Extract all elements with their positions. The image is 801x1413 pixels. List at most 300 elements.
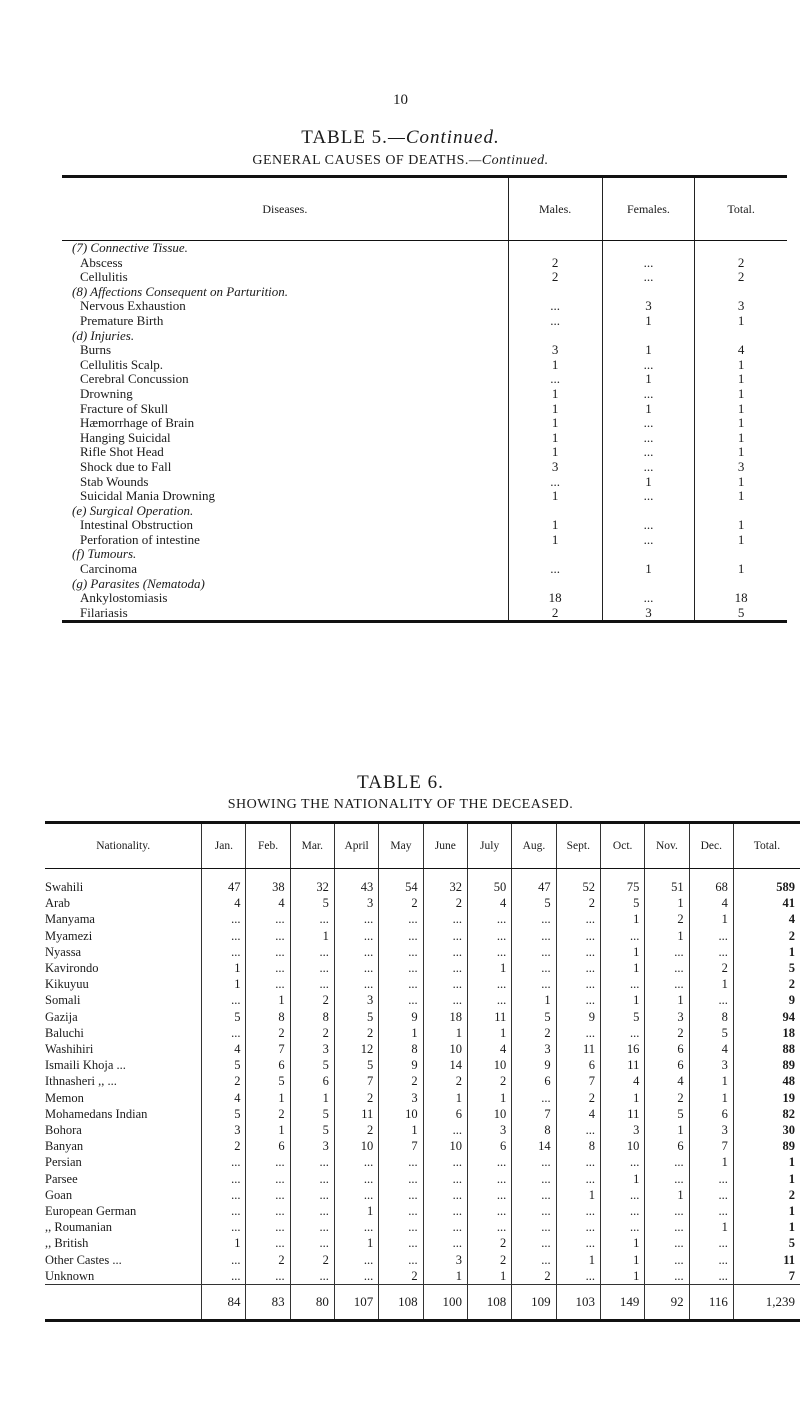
cell-month: 18 bbox=[423, 1009, 467, 1025]
cell-month: 2 bbox=[246, 1106, 290, 1122]
cell-males: ... bbox=[508, 562, 602, 577]
cell-total: 1 bbox=[695, 358, 787, 373]
cell-total: 1 bbox=[695, 518, 787, 533]
table-row bbox=[45, 1171, 800, 1187]
section-row bbox=[62, 329, 787, 344]
cell-month: 1 bbox=[645, 928, 689, 944]
table6-header-row bbox=[45, 823, 800, 869]
cell-month: ... bbox=[379, 976, 423, 992]
table5-title-main: TABLE 5. bbox=[301, 127, 388, 148]
header-col-10: Oct. bbox=[600, 823, 644, 869]
cell-females: 1 bbox=[602, 402, 695, 417]
cell-month: ... bbox=[246, 1171, 290, 1187]
cell-month: 3 bbox=[600, 1122, 644, 1138]
header-col-9: Sept. bbox=[556, 823, 600, 869]
cell-month: 7 bbox=[379, 1138, 423, 1154]
cell-month: ... bbox=[512, 944, 556, 960]
cell-month: ... bbox=[645, 944, 689, 960]
cell-total: 1 bbox=[695, 372, 787, 387]
cell-month: ... bbox=[334, 911, 378, 927]
cell-month: 11 bbox=[600, 1106, 644, 1122]
cell-column-total: 149 bbox=[600, 1285, 644, 1321]
cell-month: ... bbox=[467, 1154, 511, 1170]
cell-females: ... bbox=[602, 431, 695, 446]
cell-month: ... bbox=[290, 960, 334, 976]
cell-total bbox=[695, 329, 787, 344]
cell-month: 5 bbox=[689, 1025, 733, 1041]
section-label: (8) Affections Consequent on Parturition. bbox=[72, 283, 289, 299]
nationality-label: Arab bbox=[45, 896, 70, 911]
cell-month: 4 bbox=[689, 895, 733, 911]
cell-month: 2 bbox=[423, 1073, 467, 1089]
table-row bbox=[62, 343, 787, 358]
cell-males: 2 bbox=[508, 256, 602, 271]
cell-males: 1 bbox=[508, 387, 602, 402]
cell-month: ... bbox=[556, 1268, 600, 1285]
cell-month: ... bbox=[556, 976, 600, 992]
cell-total: 18 bbox=[695, 591, 787, 606]
cell-month: 2 bbox=[334, 1122, 378, 1138]
table-row bbox=[62, 445, 787, 460]
table-row bbox=[45, 944, 800, 960]
cell-month: ... bbox=[423, 928, 467, 944]
cell-month: 2 bbox=[290, 1025, 334, 1041]
cell-month: 3 bbox=[334, 895, 378, 911]
cell-males: 3 bbox=[508, 460, 602, 475]
nationality-label: Banyan bbox=[45, 1139, 84, 1154]
nationality-label: European German bbox=[45, 1204, 137, 1219]
nationality-label: Ithnasheri ,, ... bbox=[45, 1074, 117, 1089]
cell-females bbox=[602, 504, 695, 519]
cell-total: 89 bbox=[733, 1057, 800, 1073]
cell-month: 1 bbox=[202, 976, 246, 992]
cell-month: ... bbox=[423, 1219, 467, 1235]
cell-month: 2 bbox=[467, 1252, 511, 1268]
cell-month: ... bbox=[645, 1235, 689, 1251]
nationality-label: ,, Roumanian bbox=[45, 1220, 113, 1235]
cell-month: 2 bbox=[334, 1025, 378, 1041]
cell-total: 2 bbox=[695, 256, 787, 271]
cell-total bbox=[695, 241, 787, 256]
cell-month: ... bbox=[512, 1203, 556, 1219]
cell-month: ... bbox=[467, 944, 511, 960]
cell-month: 1 bbox=[600, 992, 644, 1008]
table-row bbox=[45, 1268, 800, 1285]
cell-month: 52 bbox=[556, 879, 600, 895]
cell-column-total: 84 bbox=[202, 1285, 246, 1321]
cell-month: 1 bbox=[246, 992, 290, 1008]
cell-month: ... bbox=[246, 911, 290, 927]
nationality-label: Baluchi bbox=[45, 1025, 84, 1040]
cell-month: ... bbox=[423, 1122, 467, 1138]
cell-month: 5 bbox=[334, 1009, 378, 1025]
cell-month: 6 bbox=[645, 1041, 689, 1057]
cell-month: ... bbox=[467, 911, 511, 927]
table-row bbox=[62, 489, 787, 504]
cell-month: ... bbox=[467, 928, 511, 944]
cell-month: ... bbox=[512, 1219, 556, 1235]
cell-month: ... bbox=[290, 976, 334, 992]
nationality-label: ,, British bbox=[45, 1236, 89, 1251]
cell-column-total: 100 bbox=[423, 1285, 467, 1321]
cell-month: ... bbox=[689, 1171, 733, 1187]
nationality-label: Washihiri bbox=[45, 1042, 94, 1057]
disease-label: Burns bbox=[80, 342, 112, 358]
cell-month: ... bbox=[512, 1171, 556, 1187]
cell-month: 11 bbox=[600, 1057, 644, 1073]
cell-month: 5 bbox=[202, 1009, 246, 1025]
table6-body bbox=[45, 869, 800, 1321]
nationality-label: Swahili bbox=[45, 880, 84, 894]
cell-females: ... bbox=[602, 358, 695, 373]
cell-total: 1 bbox=[695, 533, 787, 548]
cell-month: 2 bbox=[467, 1235, 511, 1251]
cell-total: 41 bbox=[733, 895, 800, 911]
cell-month: ... bbox=[334, 960, 378, 976]
cell-month: ... bbox=[202, 1203, 246, 1219]
cell-month: ... bbox=[202, 1171, 246, 1187]
cell-column-total: 107 bbox=[334, 1285, 378, 1321]
cell-month: ... bbox=[556, 1203, 600, 1219]
disease-label: Stab Wounds bbox=[80, 473, 149, 489]
cell-month: 4 bbox=[645, 1073, 689, 1089]
header-col-11: Nov. bbox=[645, 823, 689, 869]
cell-month: 6 bbox=[423, 1106, 467, 1122]
cell-month: 50 bbox=[467, 879, 511, 895]
table6-title: TABLE 6. bbox=[357, 772, 444, 793]
cell-total: 1 bbox=[695, 475, 787, 490]
cell-month: ... bbox=[423, 1154, 467, 1170]
cell-month: 5 bbox=[290, 1106, 334, 1122]
cell-month: ... bbox=[334, 1252, 378, 1268]
cell-females: 1 bbox=[602, 372, 695, 387]
cell-month: ... bbox=[334, 928, 378, 944]
disease-label: Intestinal Obstruction bbox=[80, 517, 194, 533]
table-row bbox=[45, 911, 800, 927]
cell-month: 1 bbox=[423, 1090, 467, 1106]
header-col-12: Dec. bbox=[689, 823, 733, 869]
table5-subtitle bbox=[0, 153, 801, 169]
cell-month: ... bbox=[246, 1235, 290, 1251]
cell-females: ... bbox=[602, 445, 695, 460]
table-row bbox=[45, 1009, 800, 1025]
cell-females: ... bbox=[602, 489, 695, 504]
cell-month: ... bbox=[290, 1235, 334, 1251]
cell-month: ... bbox=[202, 1252, 246, 1268]
cell-month: 1 bbox=[645, 895, 689, 911]
cell-males: 1 bbox=[508, 416, 602, 431]
nationality-label: Goan bbox=[45, 1187, 73, 1202]
cell-month: ... bbox=[379, 928, 423, 944]
cell-month: ... bbox=[290, 911, 334, 927]
cell-total: 88 bbox=[733, 1041, 800, 1057]
cell-month: 1 bbox=[556, 1252, 600, 1268]
cell-month: 5 bbox=[334, 1057, 378, 1073]
cell-total: 1 bbox=[695, 431, 787, 446]
cell-total: 2 bbox=[733, 1187, 800, 1203]
cell-month: ... bbox=[556, 928, 600, 944]
cell-month: 4 bbox=[556, 1106, 600, 1122]
cell-month: 1 bbox=[689, 1219, 733, 1235]
cell-month: ... bbox=[645, 1154, 689, 1170]
cell-month: ... bbox=[379, 960, 423, 976]
cell-month: 1 bbox=[600, 1268, 644, 1285]
cell-month: ... bbox=[379, 1252, 423, 1268]
cell-month: ... bbox=[512, 1154, 556, 1170]
cell-month: 5 bbox=[202, 1057, 246, 1073]
disease-label: Carcinoma bbox=[80, 561, 138, 577]
causes-of-death-table bbox=[62, 175, 787, 623]
table-row bbox=[45, 992, 800, 1008]
nationality-label: Myamezi bbox=[45, 928, 93, 943]
cell-month: 9 bbox=[379, 1009, 423, 1025]
nationality-label: Mohamedans Indian bbox=[45, 1106, 148, 1121]
cell-month: ... bbox=[423, 1203, 467, 1219]
cell-month: 3 bbox=[512, 1041, 556, 1057]
cell-month: 14 bbox=[512, 1138, 556, 1154]
cell-total: 1 bbox=[695, 445, 787, 460]
cell-females: ... bbox=[602, 270, 695, 285]
header-males: Males. bbox=[508, 177, 602, 241]
cell-females bbox=[602, 547, 695, 562]
cell-month: 7 bbox=[689, 1138, 733, 1154]
cell-month: 2 bbox=[334, 1090, 378, 1106]
cell-month: 2 bbox=[202, 1073, 246, 1089]
cell-month: 1 bbox=[467, 960, 511, 976]
table-row bbox=[62, 606, 787, 622]
cell-males: 1 bbox=[508, 358, 602, 373]
table-row bbox=[45, 1219, 800, 1235]
cell-total: 1 bbox=[695, 387, 787, 402]
cell-males: 1 bbox=[508, 533, 602, 548]
table-row bbox=[45, 1041, 800, 1057]
cell-month: ... bbox=[379, 1235, 423, 1251]
cell-month: ... bbox=[379, 944, 423, 960]
cell-total: 48 bbox=[733, 1073, 800, 1089]
cell-total: 30 bbox=[733, 1122, 800, 1138]
table-row bbox=[45, 1073, 800, 1089]
cell-total: 1 bbox=[695, 489, 787, 504]
cell-month: 3 bbox=[689, 1122, 733, 1138]
cell-month: 11 bbox=[467, 1009, 511, 1025]
cell-month: 3 bbox=[467, 1122, 511, 1138]
cell-month: 1 bbox=[645, 1122, 689, 1138]
cell-males: 1 bbox=[508, 518, 602, 533]
cell-month: ... bbox=[467, 992, 511, 1008]
table-row bbox=[45, 1154, 800, 1170]
table-row bbox=[45, 928, 800, 944]
cell-month: 3 bbox=[423, 1252, 467, 1268]
cell-total: 2 bbox=[733, 928, 800, 944]
cell-month: 5 bbox=[512, 895, 556, 911]
cell-total: 18 bbox=[733, 1025, 800, 1041]
cell-month: 38 bbox=[246, 879, 290, 895]
cell-month: 2 bbox=[290, 992, 334, 1008]
cell-month: 6 bbox=[556, 1057, 600, 1073]
cell-month: ... bbox=[689, 1203, 733, 1219]
table-row bbox=[62, 562, 787, 577]
table-row bbox=[62, 358, 787, 373]
cell-females: 3 bbox=[602, 606, 695, 622]
cell-females: 1 bbox=[602, 314, 695, 329]
cell-month: 1 bbox=[202, 1235, 246, 1251]
cell-month: 1 bbox=[334, 1203, 378, 1219]
cell-females: 1 bbox=[602, 475, 695, 490]
cell-month: 10 bbox=[600, 1138, 644, 1154]
table-row bbox=[62, 416, 787, 431]
cell-month: ... bbox=[246, 976, 290, 992]
cell-month: 2 bbox=[689, 960, 733, 976]
table-row bbox=[62, 299, 787, 314]
cell-month: ... bbox=[379, 1219, 423, 1235]
header-col-2: Feb. bbox=[246, 823, 290, 869]
table5-header-row bbox=[62, 177, 787, 241]
nationality-label: Unknown bbox=[45, 1268, 95, 1283]
header-nationality: Nationality. bbox=[45, 823, 202, 869]
disease-label: Ankylostomiasis bbox=[80, 590, 168, 606]
cell-month: ... bbox=[689, 1268, 733, 1285]
cell-column-total: 103 bbox=[556, 1285, 600, 1321]
cell-total: 94 bbox=[733, 1009, 800, 1025]
cell-males: 1 bbox=[508, 445, 602, 460]
cell-month: ... bbox=[334, 976, 378, 992]
cell-month: ... bbox=[423, 944, 467, 960]
cell-month: ... bbox=[379, 911, 423, 927]
cell-month: 3 bbox=[290, 1041, 334, 1057]
cell-month: ... bbox=[512, 960, 556, 976]
cell-month: 54 bbox=[379, 879, 423, 895]
cell-month: 16 bbox=[600, 1041, 644, 1057]
disease-label: Premature Birth bbox=[80, 312, 164, 328]
cell-month: ... bbox=[689, 992, 733, 1008]
cell-month: 5 bbox=[600, 1009, 644, 1025]
table-row bbox=[62, 533, 787, 548]
cell-month: ... bbox=[379, 1203, 423, 1219]
cell-month: 1 bbox=[689, 976, 733, 992]
cell-total: 1 bbox=[733, 1203, 800, 1219]
cell-females: ... bbox=[602, 460, 695, 475]
disease-label: Hanging Suicidal bbox=[80, 429, 171, 445]
cell-month: 4 bbox=[467, 895, 511, 911]
cell-month: 10 bbox=[423, 1138, 467, 1154]
cell-month: ... bbox=[246, 928, 290, 944]
cell-month: ... bbox=[423, 1235, 467, 1251]
cell-total: 4 bbox=[695, 343, 787, 358]
disease-label: Fracture of Skull bbox=[80, 400, 169, 416]
cell-total: 7 bbox=[733, 1268, 800, 1285]
cell-month: 3 bbox=[689, 1057, 733, 1073]
cell-total: 2 bbox=[733, 976, 800, 992]
cell-month: ... bbox=[202, 992, 246, 1008]
cell-month: ... bbox=[645, 976, 689, 992]
cell-month: 6 bbox=[246, 1138, 290, 1154]
nationality-label: Ismaili Khoja ... bbox=[45, 1058, 126, 1073]
cell-males: ... bbox=[508, 299, 602, 314]
cell-total: 1 bbox=[695, 402, 787, 417]
cell-total: 82 bbox=[733, 1106, 800, 1122]
cell-month: 75 bbox=[600, 879, 644, 895]
cell-month: 8 bbox=[689, 1009, 733, 1025]
cell-month: ... bbox=[556, 911, 600, 927]
cell-month: 10 bbox=[467, 1106, 511, 1122]
cell-month: 2 bbox=[556, 895, 600, 911]
nationality-label: Memon bbox=[45, 1090, 84, 1105]
header-col-1: Jan. bbox=[202, 823, 246, 869]
cell-column-total: 108 bbox=[379, 1285, 423, 1321]
cell-month: ... bbox=[334, 1268, 378, 1285]
table-row bbox=[62, 256, 787, 271]
cell-month: ... bbox=[290, 944, 334, 960]
header-col-5: May bbox=[379, 823, 423, 869]
cell-month: 2 bbox=[423, 895, 467, 911]
table-row bbox=[45, 1122, 800, 1138]
table5-body bbox=[62, 241, 787, 622]
cell-males bbox=[508, 285, 602, 300]
cell-month: ... bbox=[290, 1203, 334, 1219]
disease-label: Drowning bbox=[80, 385, 133, 401]
cell-month: ... bbox=[423, 1187, 467, 1203]
cell-month: ... bbox=[600, 1154, 644, 1170]
cell-column-total: 83 bbox=[246, 1285, 290, 1321]
cell-month: ... bbox=[202, 1154, 246, 1170]
cell-month: 5 bbox=[600, 895, 644, 911]
cell-month: 43 bbox=[334, 879, 378, 895]
cell-month: ... bbox=[290, 1268, 334, 1285]
cell-month: ... bbox=[600, 1203, 644, 1219]
totals-row bbox=[45, 1285, 800, 1321]
nationality-table bbox=[45, 821, 800, 1322]
cell-month: 5 bbox=[290, 1122, 334, 1138]
cell-month: ... bbox=[202, 911, 246, 927]
table-row bbox=[45, 1138, 800, 1154]
cell-month: ... bbox=[290, 1154, 334, 1170]
cell-month: ... bbox=[556, 1122, 600, 1138]
cell-month: 8 bbox=[246, 1009, 290, 1025]
cell-month: ... bbox=[600, 1187, 644, 1203]
cell-month: ... bbox=[423, 960, 467, 976]
cell-month: 2 bbox=[645, 1025, 689, 1041]
disease-label: Perforation of intestine bbox=[80, 531, 200, 547]
cell-females: ... bbox=[602, 387, 695, 402]
cell-total: 2 bbox=[695, 270, 787, 285]
cell-month: 2 bbox=[512, 1268, 556, 1285]
cell-month: ... bbox=[423, 976, 467, 992]
cell-month: 1 bbox=[600, 960, 644, 976]
header-col-4: April bbox=[334, 823, 378, 869]
cell-month: 1 bbox=[246, 1122, 290, 1138]
cell-month: 1 bbox=[689, 1073, 733, 1089]
cell-month: 2 bbox=[645, 1090, 689, 1106]
nationality-label: Parsee bbox=[45, 1171, 78, 1186]
header-col-7: July bbox=[467, 823, 511, 869]
cell-males: 1 bbox=[508, 402, 602, 417]
cell-month: ... bbox=[246, 1219, 290, 1235]
cell-month: 3 bbox=[645, 1009, 689, 1025]
cell-month: 1 bbox=[334, 1235, 378, 1251]
header-col-8: Aug. bbox=[512, 823, 556, 869]
table-row bbox=[45, 1252, 800, 1268]
cell-total: 3 bbox=[695, 460, 787, 475]
cell-total bbox=[695, 547, 787, 562]
cell-month: ... bbox=[556, 992, 600, 1008]
cell-month: 2 bbox=[467, 1073, 511, 1089]
cell-month: ... bbox=[334, 944, 378, 960]
cell-month: ... bbox=[556, 1235, 600, 1251]
cell-month: ... bbox=[202, 1219, 246, 1235]
table-row bbox=[62, 460, 787, 475]
cell-month: 4 bbox=[600, 1073, 644, 1089]
cell-total: 1 bbox=[733, 944, 800, 960]
